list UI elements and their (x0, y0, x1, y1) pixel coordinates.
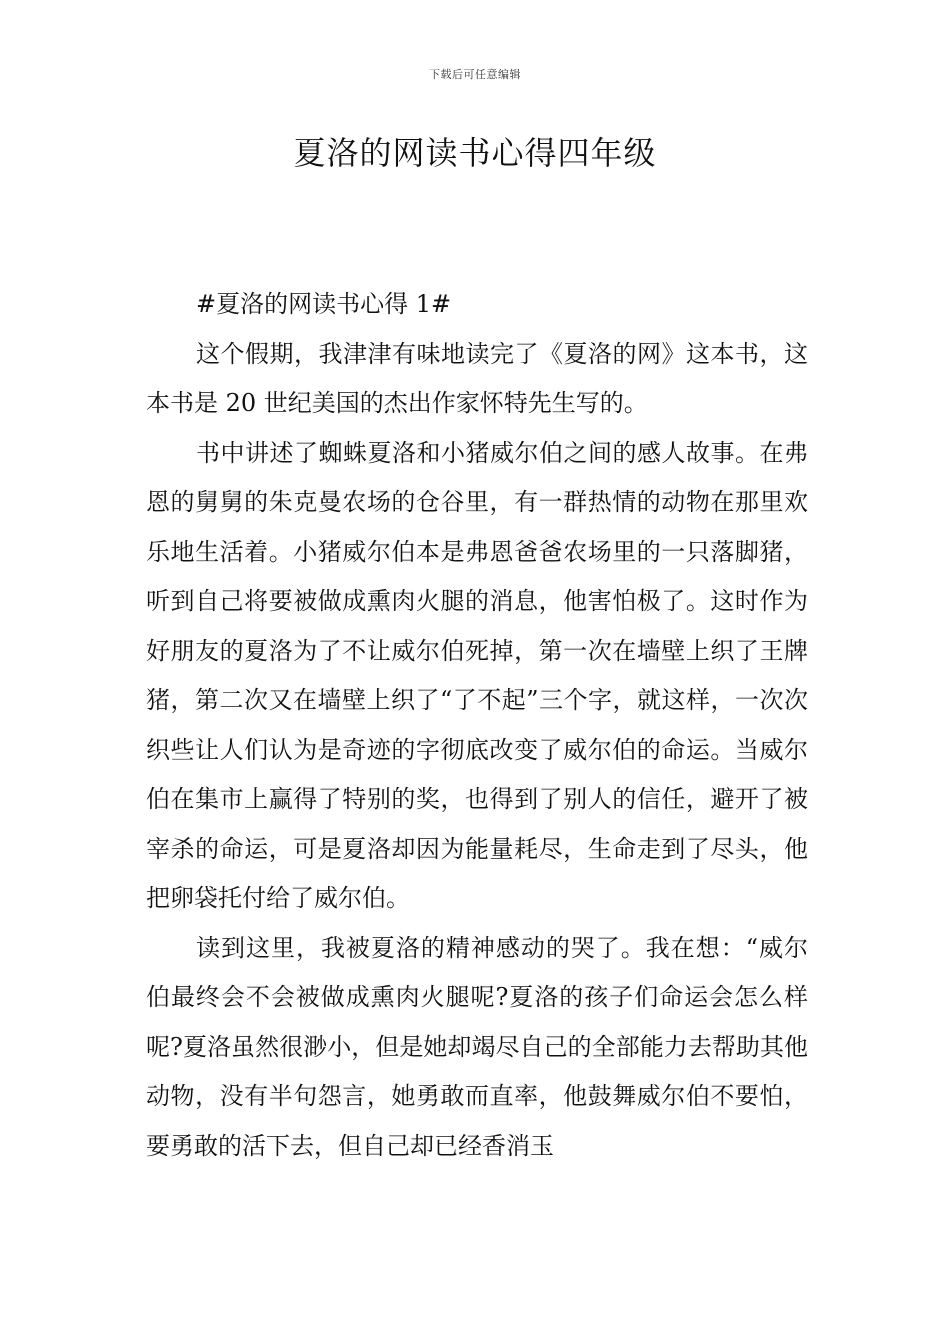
header-note: 下载后可任意编辑 (429, 68, 521, 81)
section-heading: #夏洛的网读书心得 1# (196, 290, 452, 318)
paragraph-intro: 这个假期，我津津有味地读完了《夏洛的网》这本书，这本书是 20 世纪美国的杰出作家怀特先生写的。 (146, 339, 808, 417)
document-title: 夏洛的网读书心得四年级 (293, 134, 657, 172)
document-body (146, 280, 808, 1171)
paragraph-story: 书中讲述了蜘蛛夏洛和小猪威尔伯之间的感人故事。在弗恩的舅舅的朱克曼农场的仓谷里，有一群热情的动物在那里欢乐地生活着。小猪威尔伯本是弗恩爸爸农场里的一只落脚猪，听到自己将要被做成熏肉火腿的消息，他害怕极了。这时作为好朋友的夏洛为了不让威尔伯死掉，第一次在墙壁上织了王牌猪，第二次又在墙壁上织了“了不起”三个字，就这样，一次次织些让人们认为是奇迹的字彻底改变了威尔伯的命运。当威尔伯在集市上赢得了特别的奖，也得到了别人的信任，避开了被宰杀的命运，可是夏洛却因为能量耗尽，生命走到了尽头，他把卵袋托付给了威尔伯。 (146, 438, 808, 912)
paragraph-reflection: 读到这里，我被夏洛的精神感动的哭了。我在想：“威尔伯最终会不会被做成熏肉火腿呢?夏洛的孩子们命运会怎么样呢?夏洛虽然很渺小，但是她却竭尽自己的全部能力去帮助其他动物，没有半句怨言，她勇敢而直率，他鼓舞威尔伯不要怕，要勇敢的活下去，但自己却已经香消玉 (146, 933, 808, 1160)
